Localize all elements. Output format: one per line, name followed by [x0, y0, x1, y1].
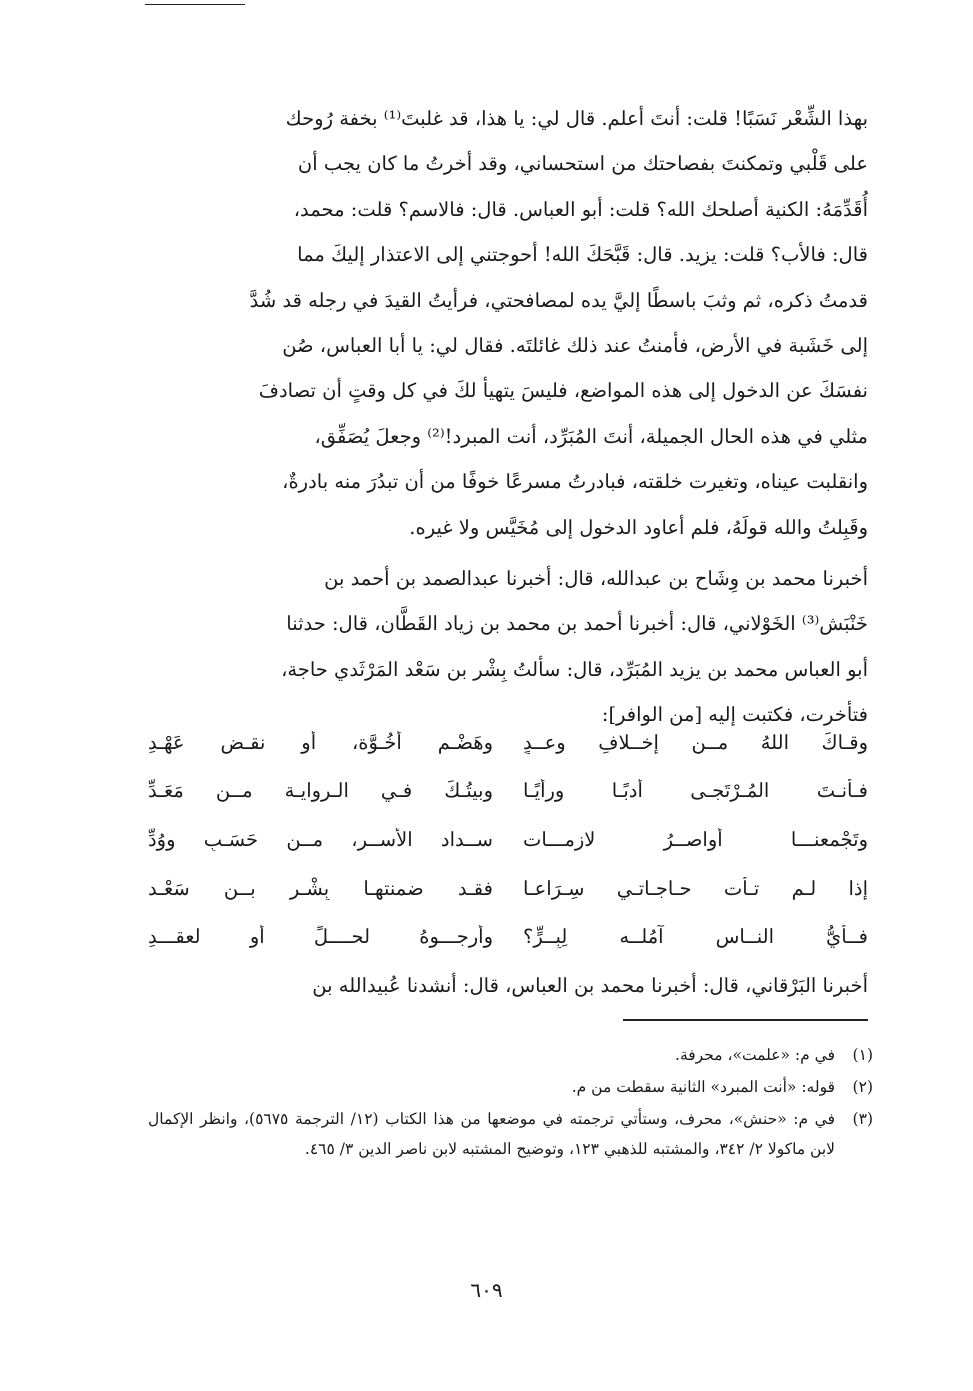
body-line: بهذا الشِّعْر نَسَبًا! قلت: أنتَ أعلم. قال لي: يا هذا، قد غلبتَ⁽¹⁾ بخفة رُوحك — [285, 107, 868, 130]
after-poem-line: أخبرنا البَرْقاني، قال: أخبرنا محمد بن العباس، قال: أنشدنا عُبيدالله بن — [312, 974, 868, 997]
footnote-number: (٣) — [852, 1110, 873, 1128]
verse-first-hemistich: فــأيُّ النــاس آمُلــه لِبِــرٍّ؟ — [523, 925, 868, 949]
verse-second-hemistich: وهَضْـمِ أُخُـوَّة، أو نقـضِ عَهْـدِ — [148, 730, 493, 754]
body-line: وقَبِلتُ والله قولَهُ، فلم أعاود الدخول إلى مُخَيَّس ولا غيره. — [409, 515, 868, 539]
verse-second-hemistich: ســداد الأســر، مــن حَسَـبٍ ووُدِّ — [148, 827, 493, 851]
paragraph-line: أخبرنا محمد بن وِشَاح بن عبدالله، قال: أخبرنا عبدالصمد بن أحمد بن — [324, 566, 868, 590]
poem-verse — [148, 864, 868, 913]
verse-first-hemistich: فـأنـتَ المُـرْتَجـى أدبًـا ورأيًـا — [523, 779, 868, 803]
poem-verse — [148, 815, 868, 864]
footnote-text: قوله: «أنت المبرد» الثانية سقطت من م. — [571, 1078, 835, 1096]
poem — [148, 718, 868, 961]
page-number: ٦٠٩ — [470, 1278, 503, 1302]
body-line: قال: فالأب؟ قلت: يزيد. قال: قَبَّحَكَ الله! أحوجتني إلى الاعتذار إليكَ مما — [297, 243, 868, 267]
paragraph-line: أبو العباس محمد بن يزيد المُبَرِّد، قال: سألتُ بِشْر بن سَعْد المَرْثَدي حاجة، — [281, 657, 868, 681]
footnote-number: (١) — [852, 1046, 873, 1064]
body-line: إلى خَشَبة في الأرض، فأمنتُ عند ذلك غائلتَه. فقال لي: يا أبا العباس، صُن — [282, 333, 868, 357]
body-line: أُقَدِّمَهُ: الكنية أصلحك الله؟ قلت: أبو العباس. قال: فالاسم؟ قلت: محمد، — [293, 197, 868, 221]
footnotes — [148, 1040, 873, 1166]
poem-verse — [148, 912, 868, 961]
top-rule — [145, 4, 245, 5]
body-line: قدمتُ ذكره، ثم وثبَ باسطًا إليَّ يده لمصافحتي، فرأيتُ القيدَ في رجله قد شُدَّ — [249, 288, 868, 312]
verse-first-hemistich: إذا لـم تـأت حـاجـاتـي سِـرَاعـا — [523, 876, 868, 900]
poem-verse — [148, 767, 868, 816]
verse-second-hemistich: فقـد ضمنتهـا بِشْـر بــن سَعْـد — [148, 876, 493, 900]
main-text — [148, 96, 868, 737]
verse-second-hemistich: وأرجـــوهُ لحــــلٍّ أو لعقـــدِ — [148, 925, 493, 949]
footnote-number: (٢) — [852, 1078, 873, 1096]
body-line: على قَلْبي وتمكنتَ بفصاحتك من استحساني، وقد أخرتُ ما كان يجب أن — [297, 152, 868, 176]
paragraph-line: خَنْبَش⁽³⁾ الخَوْلاني، قال: أخبرنا أحمد بن محمد بن زياد القَطَّان، قال: حدثنا — [286, 612, 868, 636]
body-line: وانقلبت عيناه، وتغيرت خلقته، فبادرتُ مسرعًا خوفًا من أن تبدُرَ منه بادرةٌ، — [282, 470, 868, 494]
footnote-separator — [623, 1019, 868, 1021]
footnote-text: في م: «حنش»، محرف، وستأتي ترجمته في موضعها من هذا الكتاب (١٢/ الترجمة ٥٦٧٥)، وانظر الإكمال لابن ماكولا ٢/ ٣٤٢، والمشتبه للذهبي ١٢٣، وتوضيح المشتبه لابن ناصر الدين ٣/ ٤٦٥. — [148, 1110, 835, 1158]
verse-first-hemistich: وتَجْمعنـــا أواصــرُ لازمـــات — [523, 827, 868, 851]
footnote — [148, 1040, 873, 1070]
poem-verse — [148, 718, 868, 767]
body-line: نفسَكَ عن الدخول إلى هذه المواضع، فليسَ يتهيأ لكَ في كل وقتٍ أن تصادفَ — [258, 379, 868, 403]
body-line: مثلي في هذه الحال الجميلة، أنتَ المُبَرِّد، أنت المبرد!⁽²⁾ وجعلَ يُصَفِّق، — [314, 424, 868, 448]
footnote-text: في م: «علمت»، محرفة. — [675, 1046, 835, 1064]
footnote — [148, 1072, 873, 1102]
paragraph-line: فتأخرت، فكتبت إليه [من الوافر]: — [601, 703, 868, 727]
footnote — [148, 1104, 873, 1164]
verse-second-hemistich: وبيتُـكَ فـي الـروايـة مــن مَعَـدِّ — [148, 779, 493, 803]
verse-first-hemistich: وقـاكَ اللهُ مــن إخــلافِ وعــدٍ — [523, 730, 868, 754]
